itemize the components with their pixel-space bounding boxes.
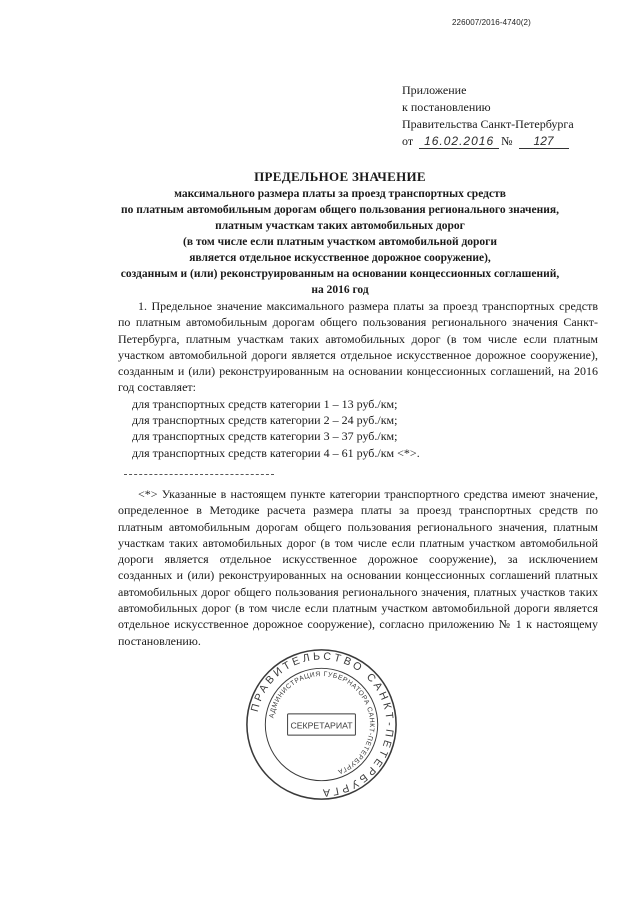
appendix-line-3: Правительства Санкт-Петербурга	[402, 117, 574, 131]
title-line: платным участкам таких автомобильных дорог	[215, 220, 465, 232]
appendix-date-line	[402, 133, 622, 150]
title-line: созданным и (или) реконструированным на основании концессионных соглашений,	[120, 268, 560, 280]
appendix-line-1: Приложение	[402, 83, 467, 97]
rate-item: для транспортных средств категории 2 – 24 руб./км;	[132, 413, 398, 428]
footnote-separator	[124, 474, 274, 475]
body-section	[118, 298, 598, 461]
number-sign: №	[501, 134, 513, 148]
title-line: (в том числе если платным участком автомобильной дороги	[182, 236, 498, 248]
title-line: является отдельное искусственное дорожное сооружение),	[189, 252, 491, 264]
seal-center-text: СЕКРЕТАРИАТ	[290, 720, 353, 731]
rate-item: для транспортных средств категории 3 – 37 руб./км;	[132, 429, 398, 444]
document-registration-number: 226007/2016-4740(2)	[452, 18, 531, 27]
title-line: по платным автомобильным дорогам общего пользования регионального значения,	[121, 204, 559, 216]
rates-list	[118, 396, 598, 461]
footnote: <*> Указанные в настоящем пункте категории транспортного средства имеют значение, определенное в Методике расчета размера платы за проезд транспортных средств по платным автомобильным дорогам общего пользования регионального значения, платным участкам таких автомобильных дорог (в том числе если платным участком автомобильной дороги является отдельное искусственное дорожное сооружение), за исключением созданных и (или) реконструированных на основании концессионных соглашений платных автомобильных дорог общего пользования регионального значения, платных участков таких автомобильных дорог (в том числе если платным участком автомобильной дороги является отдельное искусственное дорожное сооружение), согласно приложению № 1 к настоящему постановлению.	[118, 487, 598, 648]
seal-outer-text: ПРАВИТЕЛЬСТВО САНКТ-ПЕТЕРБУРГА	[248, 650, 396, 799]
date-prefix: от	[402, 134, 414, 148]
title-main: ПРЕДЕЛЬНОЕ ЗНАЧЕНИЕ	[254, 169, 426, 184]
rate-item: для транспортных средств категории 1 – 13 руб./км;	[132, 396, 398, 411]
appendix-block	[402, 82, 622, 150]
body-paragraph-1: 1. Предельное значение максимального размера платы за проезд транспортных средств по платным автомобильным дорогам общего пользования регионального значения Санкт-Петербурга, платным участкам таких автомобильных дорог (в том числе если платным участком автомобильной дороги является отдельное искусственное дорожное сооружение), созданным и (или) реконструированным на основании концессионных соглашений, на 2016 год составляет:	[118, 299, 598, 395]
title-line: максимального размера платы за проезд транспортных средств	[174, 188, 506, 200]
title-line: на 2016 год	[311, 284, 369, 296]
document-title	[80, 168, 600, 298]
appendix-line-2: к постановлению	[402, 100, 491, 114]
rate-item: для транспортных средств категории 4 – 61 руб./км <*>.	[132, 445, 420, 460]
official-seal-stamp	[244, 647, 399, 802]
handwritten-number: 127	[519, 134, 569, 149]
seal-inner-text: АДМИНИСТРАЦИЯ ГУБЕРНАТОРА САНКТ-ПЕТЕРБУРГА	[268, 670, 375, 776]
handwritten-date: 16.02.2016	[419, 134, 499, 149]
